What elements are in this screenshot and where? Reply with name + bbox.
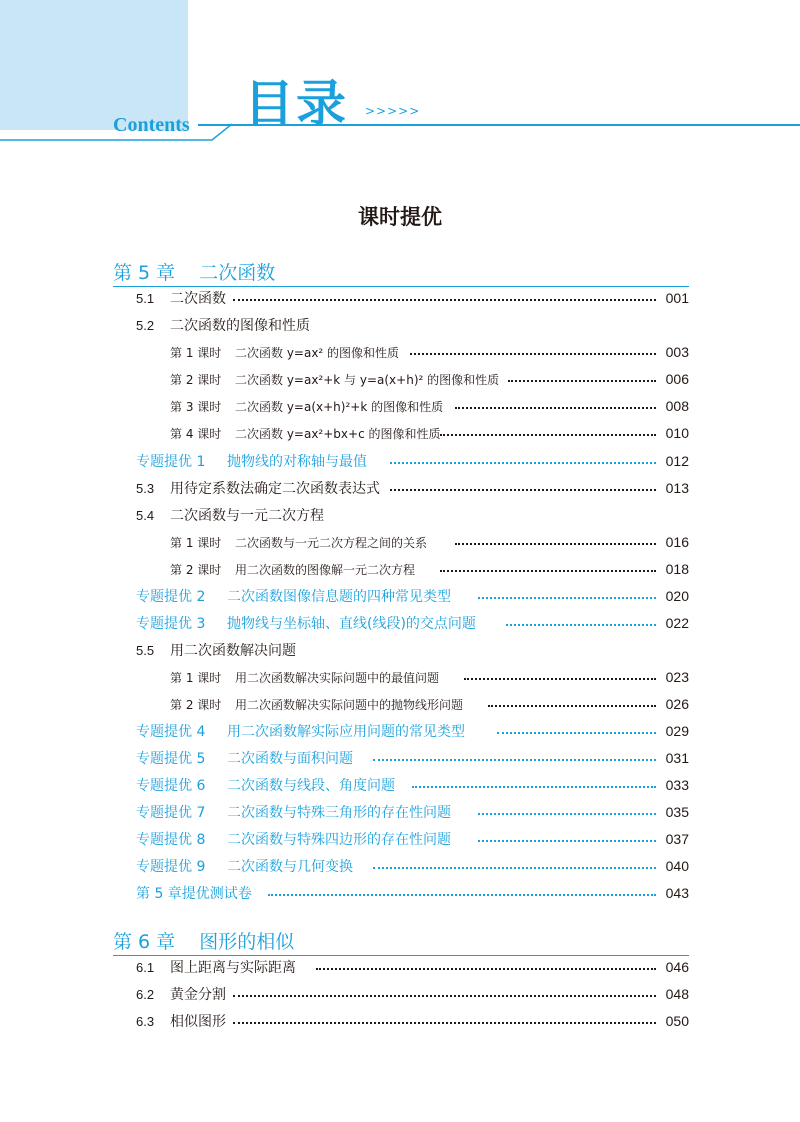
toc-entry[interactable] [0, 984, 800, 1004]
lesson-label: 第 2 课时 [170, 697, 222, 712]
entry-title: 相似图形 [170, 1014, 226, 1030]
dot-leader [464, 678, 656, 680]
chapter-divider [113, 955, 689, 956]
topic-label: 专题提优 2 [136, 589, 206, 605]
entry-title: 二次函数与特殊三角形的存在性问题 [227, 805, 451, 821]
arrows-decoration: >>>>> [365, 104, 421, 118]
toc-entry[interactable] [0, 342, 800, 362]
dot-leader [390, 489, 656, 491]
topic-label: 专题提优 6 [136, 778, 206, 794]
page-number: 029 [665, 723, 689, 739]
section-number: 6.3 [136, 1013, 155, 1029]
dot-leader [488, 705, 656, 707]
toc-entry[interactable] [0, 288, 800, 308]
dot-leader [412, 786, 656, 788]
toc-entry[interactable] [0, 802, 800, 822]
section-number: 5.3 [136, 480, 155, 496]
section-number: 6.1 [136, 959, 155, 975]
topic-label: 专题提优 4 [136, 724, 206, 740]
topic-label: 专题提优 7 [136, 805, 206, 821]
chapter-heading-5 [113, 258, 275, 285]
dot-leader [478, 813, 656, 815]
chapter-heading-6 [113, 927, 294, 954]
entry-title: 二次函数图像信息题的四种常见类型 [227, 589, 451, 605]
dot-leader [440, 434, 656, 436]
page-number: 012 [665, 453, 689, 469]
toc-entry[interactable] [0, 775, 800, 795]
dot-leader [478, 840, 656, 842]
dot-leader [508, 380, 656, 382]
entry-title: 黄金分割 [170, 987, 226, 1003]
section-number: 5.4 [136, 507, 155, 523]
section-number: 5.2 [136, 317, 155, 333]
page-number: 031 [665, 750, 689, 766]
toc-entry[interactable] [0, 586, 800, 606]
page-number: 037 [665, 831, 689, 847]
dot-leader [478, 597, 656, 599]
entry-title: 二次函数 y=ax² 的图像和性质 [235, 345, 400, 360]
entry-title: 二次函数与一元二次方程之间的关系 [235, 535, 428, 550]
page-number: 018 [665, 561, 689, 577]
page-subtitle: Contents [113, 114, 190, 136]
entry-title: 二次函数 y=a(x+h)²+k 的图像和性质 [235, 399, 444, 414]
page-number: 022 [665, 615, 689, 631]
dot-leader [316, 968, 656, 970]
topic-label: 专题提优 3 [136, 616, 206, 632]
toc-entry[interactable] [0, 829, 800, 849]
entry-title: 用二次函数解实际应用问题的常见类型 [227, 724, 465, 740]
chapter-label: 第 5 章 [113, 262, 176, 284]
dot-leader [233, 299, 656, 301]
section-number: 5.1 [136, 290, 155, 306]
chapter-title: 二次函数 [199, 262, 276, 284]
entry-title: 二次函数与线段、角度问题 [227, 778, 395, 794]
page-number: 001 [665, 290, 689, 306]
toc-entry[interactable] [0, 505, 800, 525]
page-number: 008 [665, 398, 689, 414]
page-number: 020 [665, 588, 689, 604]
lesson-label: 第 2 课时 [170, 562, 222, 577]
topic-label: 专题提优 8 [136, 832, 206, 848]
dot-leader [233, 995, 656, 997]
toc-entry[interactable] [0, 369, 800, 389]
toc-entry[interactable] [0, 694, 800, 714]
topic-label: 专题提优 1 [136, 454, 206, 470]
entry-title: 抛物线的对称轴与最值 [227, 454, 367, 470]
dot-leader [497, 732, 656, 734]
page-number: 050 [665, 1013, 689, 1029]
entry-title: 二次函数与面积问题 [227, 751, 353, 767]
toc-entry[interactable] [0, 423, 800, 443]
toc-entry[interactable] [0, 613, 800, 633]
toc-entry[interactable] [0, 667, 800, 687]
chapter-title: 图形的相似 [199, 931, 295, 953]
lesson-label: 第 4 课时 [170, 426, 222, 441]
dot-leader [455, 543, 656, 545]
dot-leader [455, 407, 656, 409]
topic-label: 专题提优 9 [136, 859, 206, 875]
entry-title: 二次函数与几何变换 [227, 859, 353, 875]
toc-entry[interactable] [0, 883, 800, 903]
page-title: 目录 [244, 75, 348, 133]
section-title: 课时提优 [358, 205, 442, 229]
entry-title: 二次函数与一元二次方程 [170, 508, 324, 524]
page-number: 043 [665, 885, 689, 901]
section-number: 5.5 [136, 642, 155, 658]
page-number: 033 [665, 777, 689, 793]
entry-title: 用二次函数解决实际问题中的最值问题 [235, 670, 440, 685]
entry-title: 用二次函数解决实际问题中的抛物线形问题 [235, 697, 464, 712]
toc-entry[interactable] [0, 451, 800, 471]
page-number: 046 [665, 959, 689, 975]
lesson-label: 第 1 课时 [170, 535, 222, 550]
toc-entry[interactable] [0, 721, 800, 741]
dot-leader [390, 462, 656, 464]
page-number: 013 [665, 480, 689, 496]
chapter-label: 第 6 章 [113, 931, 176, 953]
dot-leader [268, 894, 656, 896]
page-number: 006 [665, 371, 689, 387]
lesson-label: 第 3 课时 [170, 399, 222, 414]
entry-title: 二次函数与特殊四边形的存在性问题 [227, 832, 451, 848]
entry-title: 用二次函数解决问题 [170, 643, 296, 659]
toc-entry[interactable] [0, 478, 800, 498]
page-number: 040 [665, 858, 689, 874]
page-number: 023 [665, 669, 689, 685]
entry-title: 用二次函数的图像解一元二次方程 [235, 562, 416, 577]
entry-title: 二次函数 y=ax²+bx+c 的图像和性质 [235, 426, 441, 441]
page-number: 026 [665, 696, 689, 712]
topic-label: 专题提优 5 [136, 751, 206, 767]
page-number: 035 [665, 804, 689, 820]
dot-leader [440, 570, 656, 572]
lesson-label: 第 1 课时 [170, 345, 222, 360]
section-number: 6.2 [136, 986, 155, 1002]
toc-entry[interactable] [0, 640, 800, 660]
entry-title: 二次函数 y=ax²+k 与 y=a(x+h)² 的图像和性质 [235, 372, 500, 387]
entry-title: 抛物线与坐标轴、直线(线段)的交点问题 [227, 616, 476, 632]
dot-leader [410, 353, 656, 355]
toc-entry[interactable] [0, 315, 800, 335]
chapter-divider [113, 286, 689, 287]
entry-title: 图上距离与实际距离 [170, 960, 296, 976]
entry-title: 用待定系数法确定二次函数表达式 [170, 481, 380, 497]
entry-title: 第 5 章提优测试卷 [136, 886, 252, 902]
entry-title: 二次函数 [170, 291, 226, 307]
page-number: 016 [665, 534, 689, 550]
dot-leader [373, 759, 656, 761]
toc-entry[interactable] [0, 856, 800, 876]
lesson-label: 第 2 课时 [170, 372, 222, 387]
dot-leader [506, 624, 656, 626]
toc-entry[interactable] [0, 1011, 800, 1031]
toc-entry[interactable] [0, 957, 800, 977]
dot-leader [233, 1022, 656, 1024]
toc-entry[interactable] [0, 396, 800, 416]
lesson-label: 第 1 课时 [170, 670, 222, 685]
page-number: 003 [665, 344, 689, 360]
dot-leader [373, 867, 656, 869]
toc-entry[interactable] [0, 559, 800, 579]
page-number: 010 [665, 425, 689, 441]
toc-entry[interactable] [0, 748, 800, 768]
page-number: 048 [665, 986, 689, 1002]
toc-entry[interactable] [0, 532, 800, 552]
entry-title: 二次函数的图像和性质 [170, 318, 310, 334]
